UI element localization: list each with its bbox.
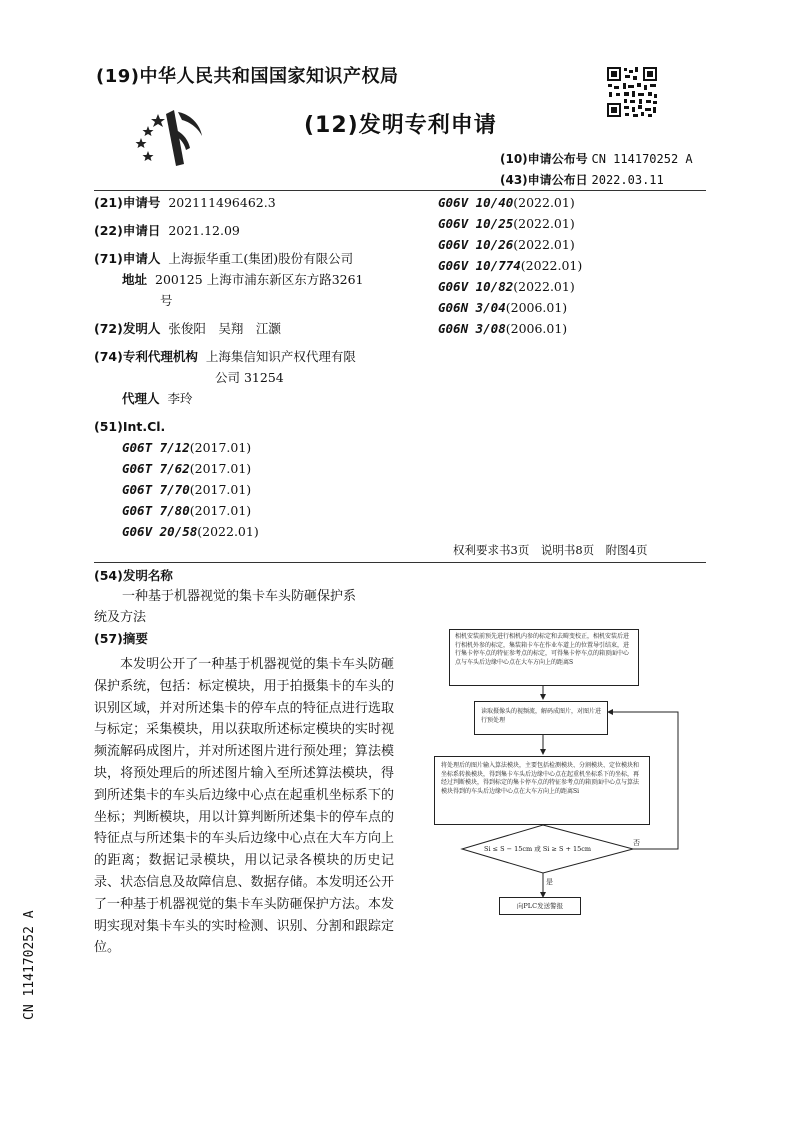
publication-date-row	[500, 171, 664, 188]
agency-label: (74)专利代理机构	[94, 349, 198, 364]
publication-date-label: (43)申请公布日	[500, 173, 588, 187]
side-publication-number: CN 114170252 A	[22, 910, 37, 1020]
publication-number-row	[500, 150, 693, 167]
biblio-divider	[94, 562, 706, 563]
intcl-right-item: G06V 10/25(2022.01)	[438, 216, 575, 231]
flow-step-calibration: 相机安装前预先进行相机内参的标定和去畸变校正，相机安装后进行相机外参的标定，集装箱卡车在作业车道上的位置导引结束，进行集卡停车点的特征参考点的标定，可得集卡停车点的箱顶面中心点与车头后边缘中心点在大车方向上的距离S	[449, 629, 639, 686]
intcl-right-item: G06N 3/08(2006.01)	[438, 321, 568, 336]
abstract-text: 本发明公开了一种基于机器视觉的集卡车头防砸保护系统，包括：标定模块，用于拍摄集卡的车头的识别区域，并对所述集卡的停车点的特征点进行选取与标定；采集模块，用以获取所述标定模块的实时视频流解码成图片，并对所述图片进行预处理；算法模块，将预处理后的所述图片输入至所述算法模块，得到所述集卡的车头后边缘中心点在起重机坐标系下的坐标；判断模块，用以计算判断所述集卡的停车点的特征点与所述集卡的车头后边缘中心点在大车方向上的距离；数据记录模块，用以记录各模块的历史记录、状态信息及故障信息、数据存储。本发明还公开了一种基于机器视觉的集卡车头防砸保护方法。本发明实现对集卡车头的实时检测、识别、分割和跟踪定位。	[94, 657, 394, 956]
agency-row	[94, 347, 356, 367]
application-number: 202111496462.3	[168, 195, 276, 210]
inventors: 张俊阳 吴翔 江灏	[168, 321, 281, 336]
flow-step-read-stream: 读取摄像头的视频流，解码成图片，对图片进行预处理	[474, 701, 608, 735]
flow-yes-label: 是	[546, 878, 553, 886]
inventor-row	[94, 319, 281, 339]
applicant-label: (71)申请人	[94, 251, 161, 266]
address-label: 地址	[122, 272, 148, 287]
document-type-title: (12)发明专利申请	[304, 113, 497, 138]
cnipa-logo-icon	[128, 104, 208, 172]
application-date-row	[94, 221, 240, 241]
agent: 李玲	[167, 391, 193, 406]
qr-code-icon	[606, 66, 658, 118]
publication-date: 2022.03.11	[591, 173, 664, 187]
intcl-right-item: G06V 10/774(2022.01)	[438, 258, 583, 273]
intcl-left-item: G06V 20/58(2022.01)	[122, 524, 259, 539]
invention-title-line-2: 统及方法	[94, 610, 147, 625]
publication-number-label: (10)申请公布号	[500, 152, 588, 166]
decision-condition: Si ≤ S − 15cm 或 Si ≥ S + 15cm	[484, 845, 592, 853]
application-number-label: (21)申请号	[94, 195, 161, 210]
applicant: 上海振华重工(集团)股份有限公司	[168, 251, 354, 266]
intcl-left-item: G06T 7/70(2017.01)	[122, 482, 252, 497]
intcl-right-item: G06N 3/04(2006.01)	[438, 300, 568, 315]
intcl-right-item: G06V 10/82(2022.01)	[438, 279, 575, 294]
intcl-left-item: G06T 7/12(2017.01)	[122, 440, 252, 455]
flow-step-alarm: 向PLC发送警报	[499, 897, 581, 915]
agent-label: 代理人	[122, 391, 160, 406]
publication-number: CN 114170252 A	[591, 152, 693, 166]
invention-title-line-1: 一种基于机器视觉的集卡车头防砸保护系	[122, 589, 357, 604]
address-row	[122, 270, 364, 290]
abstract-label: (57)摘要	[94, 631, 148, 646]
intcl-right-item: G06V 10/26(2022.01)	[438, 237, 575, 252]
title-label: (54)发明名称	[94, 568, 173, 583]
agent-row	[122, 389, 193, 409]
header-divider	[94, 190, 706, 191]
intcl-left-item: G06T 7/62(2017.01)	[122, 461, 252, 476]
address-line-2: 号	[160, 293, 173, 308]
inventor-label: (72)发明人	[94, 321, 161, 336]
office-name: (19)中华人民共和国国家知识产权局	[96, 66, 399, 87]
intcl-label: (51)Int.Cl.	[94, 419, 166, 434]
flow-no-label: 否	[633, 839, 640, 847]
applicant-row	[94, 249, 353, 269]
application-number-row	[94, 193, 276, 213]
flow-step-algorithm: 将处理后的图片输入算法模块，主要包括检测模块、分割模块、定位模块和坐标系转换模块，得到集卡车头后边缘中心点在起重机坐标系下的坐标，再经过判断模块，得到标定的集卡停车点的特征参考点的箱顶面中心点与算法模块得到的车头后边缘中心点在大车方向上的距离Si	[434, 756, 650, 825]
intcl-left-item: G06T 7/80(2017.01)	[122, 503, 252, 518]
agency-line-2: 公司 31254	[215, 370, 284, 385]
agency-line-1: 上海集信知识产权代理有限	[205, 349, 356, 364]
application-date: 2021.12.09	[168, 223, 240, 238]
intcl-right-item: G06V 10/40(2022.01)	[438, 195, 575, 210]
application-date-label: (22)申请日	[94, 223, 161, 238]
address-line-1: 200125 上海市浦东新区东方路3261	[155, 272, 364, 287]
page-counts: 权利要求书3页 说明书8页 附图4页	[453, 543, 648, 557]
